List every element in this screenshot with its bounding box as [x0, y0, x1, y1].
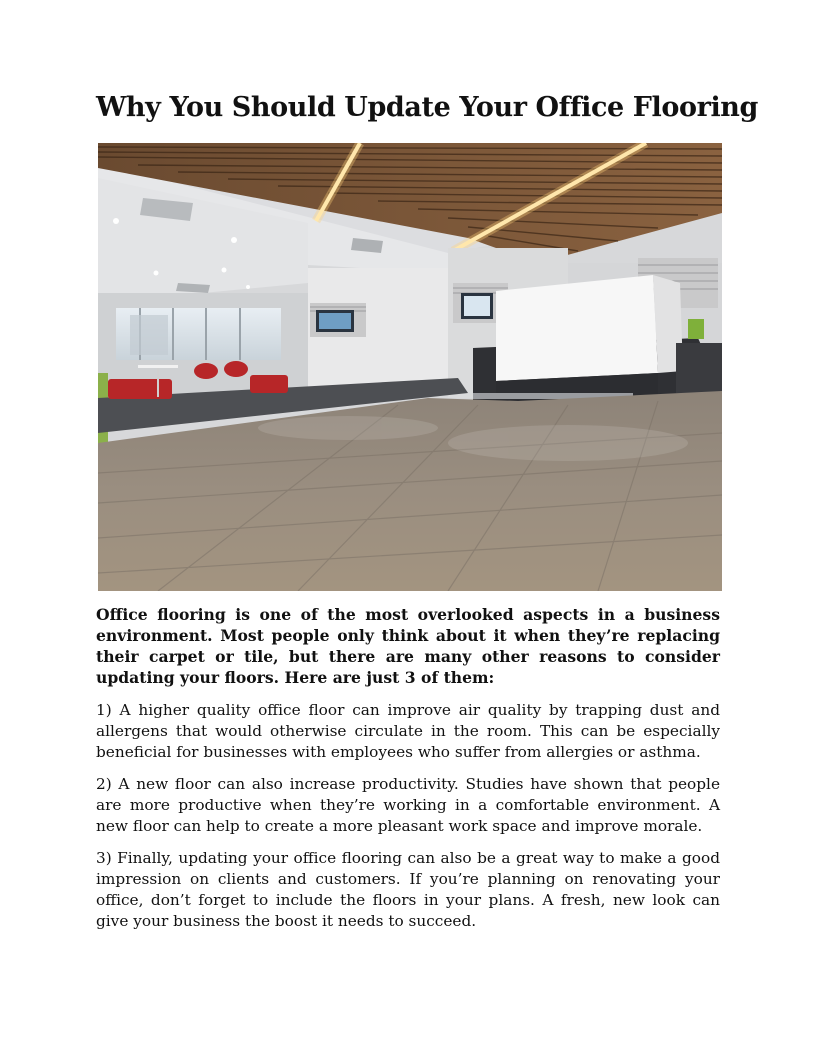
- intro-paragraph: Office flooring is one of the most overlooked aspects in a business environment. Most people only think about it when they’re replacing their carpet or tile, but there are many other reasons to consider updating your floors. Here are just 3 of them:: [96, 605, 720, 687]
- article-body: [96, 604, 720, 943]
- office-lobby-photo: [98, 143, 722, 591]
- point-paragraph: 3) Finally, updating your office flooring can also be a great way to make a good impression on clients and customers. If you’re planning on renovating your office, don’t forget to include the floors in your plans. A fresh, new look can give your business the boost it needs to succeed.: [96, 849, 720, 930]
- point-paragraph: 2) A new floor can also increase productivity. Studies have shown that people are more productive when they’re working in a comfortable environment. A new floor can help to create a more pleasant work space and improve morale.: [96, 775, 720, 835]
- point-paragraph: 1) A higher quality office floor can improve air quality by trapping dust and allergens that would otherwise circulate in the room. This can be especially beneficial for businesses with employees who suffer from allergies or asthma.: [96, 701, 720, 761]
- page-title: Why You Should Update Your Office Flooring: [96, 92, 759, 123]
